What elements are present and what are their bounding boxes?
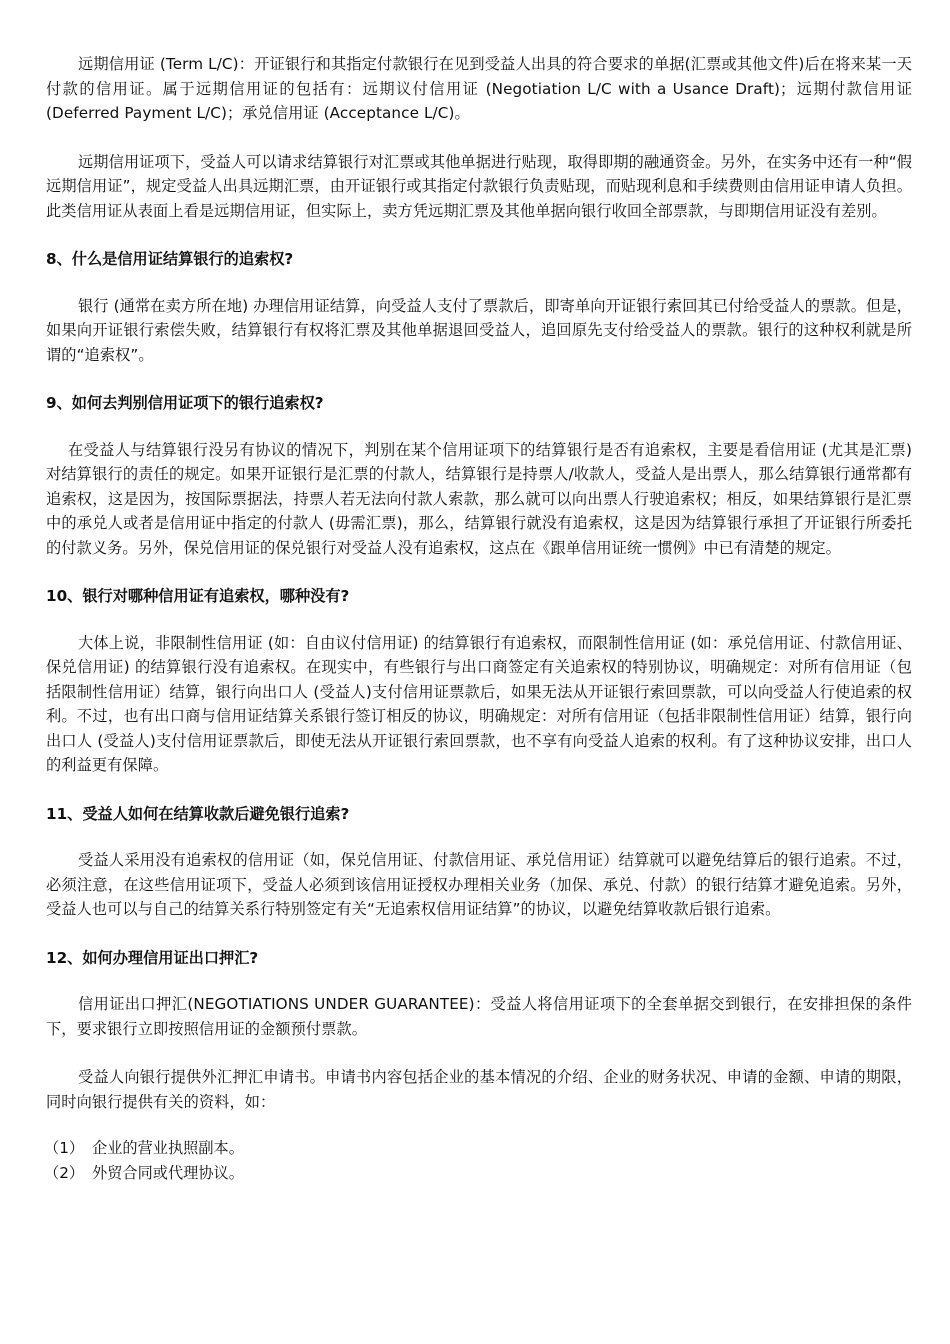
list-item-number: （1）	[44, 1139, 85, 1157]
paragraph-q12-definition: 信用证出口押汇(NEGOTIATIONS UNDER GUARANTEE)：受益人将信用证项下的全套单据交到银行，在安排担保的条件下，要求银行立即按照信用证的金额预付票款。	[46, 995, 912, 1038]
spacer	[46, 560, 912, 584]
heading-q8: 8、什么是信用证结算银行的追索权?	[46, 250, 294, 268]
spacer	[46, 1114, 912, 1136]
spacer	[46, 367, 912, 391]
list-item	[44, 1136, 912, 1161]
spacer	[46, 272, 912, 294]
spacer	[46, 223, 912, 247]
spacer	[46, 609, 912, 631]
paragraph-q12-application: 受益人向银行提供外汇押汇申请书。申请书内容包括企业的基本情况的介绍、企业的财务状况、申请的金额、申请的期限，同时向银行提供有关的资料，如：	[46, 1068, 912, 1111]
paragraph-term-lc: 远期信用证 (Term L/C)：开证银行和其指定付款银行在见到受益人出具的符合要求的单据(汇票或其他文件)后在将来某一天付款的信用证。属于远期信用证的包括有：远期议付信用证 (Negotiation L/C with a Usance Draft)；远期付款信用证 (Deferred Payment L/C)；承兑信用证 (Acceptance L/C)。	[46, 55, 912, 122]
list-item	[44, 1161, 912, 1186]
spacer	[46, 126, 912, 150]
heading-q11: 11、受益人如何在结算收款后避免银行追索?	[46, 804, 350, 823]
spacer	[46, 922, 912, 946]
paragraph-q11-answer: 受益人采用没有追索权的信用证（如，保兑信用证、付款信用证、承兑信用证）结算就可以避免结算后的银行追索。不过，必须注意，在这些信用证项下，受益人必须到该信用证授权办理相关业务（加保、承兑、付款）的银行结算才避免追索。另外，受益人也可以与自己的结算关系行特别签定有关“无追索权信用证结算”的协议，以避免结算收款后银行追索。	[46, 851, 912, 918]
heading-q9: 9、如何去判别信用证项下的银行追索权?	[46, 394, 324, 412]
paragraph-q10-answer: 大体上说，非限制性信用证 (如：自由议付信用证) 的结算银行有追索权，而限制性信用证 (如：承兑信用证、付款信用证、保兑信用证) 的结算银行没有追索权。在现实中，有些银行与出口商签定有关追索权的特别协议，明确规定：对所有信用证（包括限制性信用证）结算，银行向出口人 (受益人)支付信用证票款后，如果无法从开证银行索回票款，可以向受益人行使追索的权利。不过，也有出口商与信用证结算关系银行签订相反的协议，明确规定：对所有信用证（包括非限制性信用证）结算，银行向出口人 (受益人)支付信用证票款后，即使无法从开证银行索回票款，也不享有向受益人追索的权利。有了这种协议安排，出口人的利益更有保障。	[46, 633, 912, 774]
list-item-number: （2）	[44, 1163, 85, 1182]
spacer	[46, 1041, 912, 1065]
paragraph-q9-answer: 在受益人与结算银行没另有协议的情况下，判别在某个信用证项下的结算银行是否有追索权，主要是看信用证 (尤其是汇票) 对结算银行的责任的规定。如果开证银行是汇票的付款人，结算银行是持票人/收款人，受益人是出票人，那么结算银行通常都有追索权，这是因为，按国际票据法，持票人若无法向付款人索款，那么就可以向出票人行驶追索权；相反，如果结算银行是汇票中的承兑人或者是信用证中指定的付款人 (毋需汇票)，那么，结算银行就没有追索权，这是因为结算银行承担了开证银行所委托的付款义务。另外，保兑信用证的保兑银行对受益人没有追索权，这点在《跟单信用证统一惯例》中已有清楚的规定。	[46, 440, 912, 557]
heading-q10: 10、银行对哪种信用证有追索权，哪种没有?	[46, 587, 350, 605]
materials-list	[46, 1136, 912, 1185]
spacer	[46, 778, 912, 802]
spacer	[46, 416, 912, 438]
heading-q12: 12、如何办理信用证出口押汇?	[46, 948, 259, 967]
paragraph-q8-answer: 银行 (通常在卖方所在地) 办理信用证结算，向受益人支付了票款后，即寄单向开证银行索回其已付给受益人的票款。但是，如果向开证银行索偿失败，结算银行有权将汇票及其他单据退回受益人，追回原先支付给受益人的票款。银行的这种权利就是所谓的“追索权”。	[46, 296, 912, 364]
spacer	[46, 826, 912, 848]
paragraph-usance-discount: 远期信用证项下，受益人可以请求结算银行对汇票或其他单据进行贴现，取得即期的融通资金。另外，在实务中还有一种“假远期信用证”，规定受益人出具远期汇票，由开证银行或其指定付款银行负责贴现，而贴现利息和手续费则由信用证申请人负担。此类信用证从表面上看是远期信用证，但实际上，卖方凭远期汇票及其他单据向银行收回全部票款，与即期信用证没有差别。	[46, 152, 912, 220]
spacer	[46, 970, 912, 992]
list-item-text: 企业的营业执照副本。	[92, 1139, 244, 1157]
list-item-text: 外贸合同或代理协议。	[92, 1163, 244, 1182]
